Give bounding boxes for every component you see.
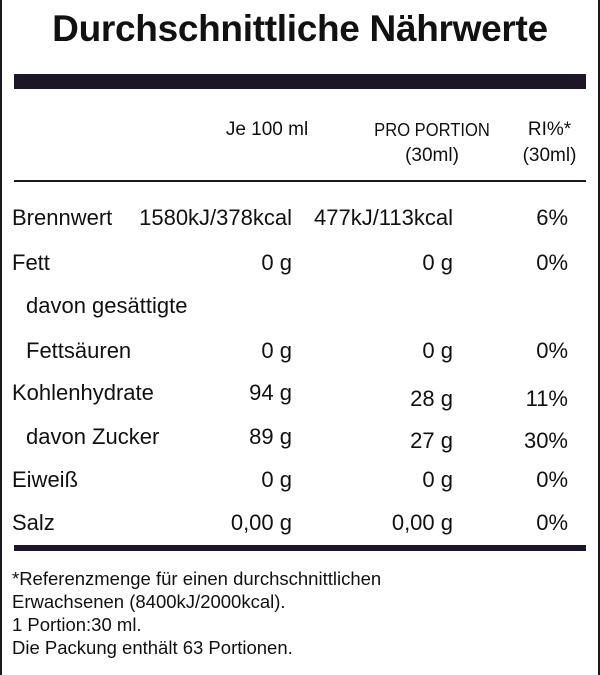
row-zucker	[2, 424, 598, 464]
row-per100: 0,00 g	[230, 510, 292, 535]
row-ri: 11%	[525, 386, 568, 411]
row-ri: 0%	[536, 338, 568, 363]
header-per-portion-line2: (30ml)	[405, 145, 459, 166]
divider-bottom	[14, 545, 586, 551]
row-gesaettigte	[2, 293, 598, 333]
row-ri: 0%	[536, 467, 568, 492]
row-portion: 27 g	[410, 428, 453, 453]
divider-thin	[14, 180, 586, 182]
header-per-portion	[362, 117, 502, 169]
row-name: davon gesättigte	[26, 293, 188, 318]
divider-thick	[14, 74, 586, 89]
row-name: davon Zucker	[26, 424, 160, 449]
header-per-100ml	[202, 117, 332, 143]
row-brennwert	[2, 205, 598, 245]
row-fettsaeuren	[2, 338, 598, 378]
row-portion: 0 g	[422, 467, 453, 492]
header-ri-line2: (30ml)	[522, 145, 577, 166]
row-ri: 0%	[536, 510, 568, 535]
footnote	[12, 567, 381, 659]
footnote-line: Die Packung enthält 63 Portionen.	[12, 637, 293, 658]
footnote-line: Erwachsenen (8400kJ/2000kcal).	[12, 591, 286, 612]
row-ri: 30%	[523, 428, 568, 453]
label-title: Durchschnittliche Nährwerte	[52, 8, 548, 49]
header-ri-line1: RI%*	[527, 119, 572, 140]
row-name: Fettsäuren	[26, 338, 132, 363]
row-name: Fett	[12, 250, 50, 275]
row-name: Eiweiß	[12, 467, 79, 492]
row-name: Salz	[12, 510, 55, 535]
row-per100: 0 g	[261, 467, 292, 492]
row-name: Kohlenhydrate	[12, 380, 154, 405]
row-portion: 0 g	[422, 338, 453, 363]
row-portion: 28 g	[410, 386, 453, 411]
row-ri: 0%	[536, 250, 568, 275]
row-portion: 477kJ/113kcal	[313, 205, 453, 230]
row-portion: 0 g	[422, 250, 453, 275]
row-eiweiss	[2, 467, 598, 507]
row-per100: 94 g	[249, 380, 292, 405]
row-per100: 89 g	[249, 424, 292, 449]
header-ri	[507, 117, 592, 169]
footnote-line: 1 Portion:30 ml.	[12, 614, 142, 635]
row-per100: 0 g	[261, 250, 292, 275]
row-salz	[2, 510, 598, 550]
row-per100: 0 g	[261, 338, 292, 363]
row-portion: 0,00 g	[391, 510, 453, 535]
footnote-line: *Referenzmenge für einen durchschnittlichen	[12, 568, 382, 589]
row-per100: 1580kJ/378kcal	[139, 205, 292, 230]
row-kohlenhydrate	[2, 380, 598, 420]
row-ri: 6%	[536, 205, 568, 230]
row-fett	[2, 250, 598, 290]
row-name: Brennwert	[12, 205, 113, 230]
header-per-100ml-text: Je 100 ml	[225, 119, 309, 140]
header-per-portion-line1: PRO PORTION	[374, 120, 490, 140]
